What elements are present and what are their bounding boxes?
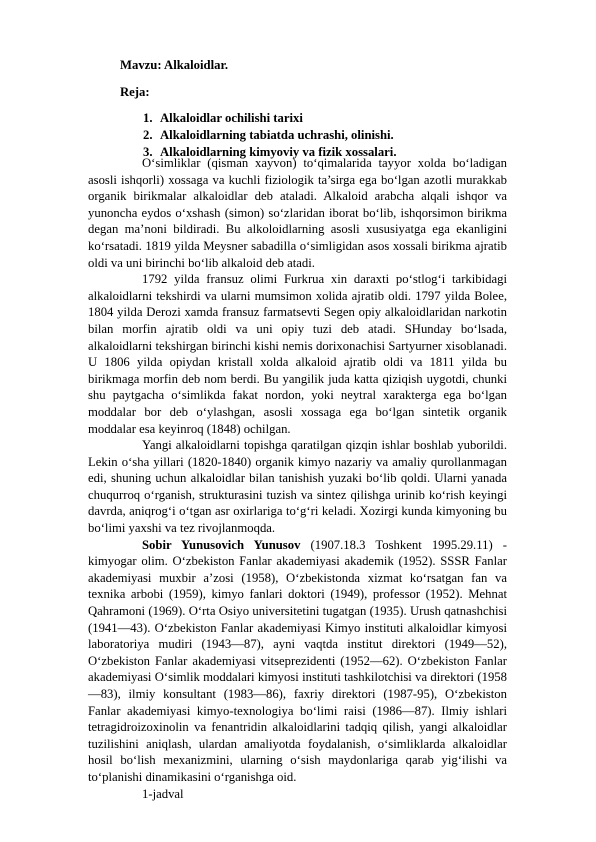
paragraph-definition: O‘simliklar (qisman xayvon) to‘qimalarida tayyor xolda bo‘ladigan asosli ishqorli) xossaga va kuchli fiziologik ta’sirga ega bo‘lgan azotli murakkab organik birikmalar alkaloidlar deb ataladi. Alkaloid arabcha alqali ishqor va yunoncha eydos o‘xshash (simon) so‘zlaridan iborat bo‘lib, ishqorsimon birikma degan ma’noni bildiradi. Bu alkoloidlarning asosli xususiyatga ega ekanligini ko‘rsatadi. 1819 yilda Meysner sabadilla o‘simligidan asos xossali birikma ajratib oldi va uni birinchi bo‘lib alkaloid deb atadi. — [88, 156, 507, 270]
paragraph-biography — [88, 537, 507, 786]
plan-item-number: 2. — [143, 128, 153, 142]
plan-item-number: 3. — [143, 145, 153, 159]
plan-heading: Reja: — [120, 85, 150, 99]
plan-item — [143, 110, 397, 127]
paragraph-research: Yangi alkaloidlarni topishga qaratilgan qizqin ishlar boshlab yuborildi. Lekin o‘sha yillari (1820-1840) organik kimyo nazariy va amaliy qurollanmagan edi, shuning uchun alkaloidlar bilan tanishish yuzaki bo‘lib qoldi. Ularni yanada chuqurroq o‘rganish, strukturasini tuzish va sintez qilishga urinib ko‘rish keyingi davrda, aniqrog‘i o‘tgan asr oxirlariga to‘g‘ri keladi. Xozirgi kunda kimyoning bu bo‘limi yaxshi va tez rivojlanmoqda. — [88, 438, 507, 536]
plan-item-text: Alkaloidlarning kimyoviy va fizik xossalari. — [160, 145, 397, 159]
plan-item-number: 1. — [143, 111, 153, 125]
paragraph-history: 1792 yilda fransuz olimi Furkrua xin daraxti po‘stlog‘i tarkibidagi alkaloidlarni tekshirdi va ularni mumsimon xolida ajratib oldi. 1797 yilda Bolee, 1804 yilda Derozi xamda fransuz farmatsevti Segen opiy alkaloidlaridan narkotin bilan morfin ajratib oldi va uni opiy tuzi deb atadi. SHunday bo‘lsada, alkaloidlarni tekshirgan birinchi kishi nemis dorixonachisi Sartyurner xisoblanadi. U 1806 yilda opiydan kristall xolda alkaloid ajratib oldi va 1811 yilda bu birikmaga morfin deb nom berdi. Bu yangilik juda katta qiziqish uygotdi, chunki shu paytgacha o‘simlikda fakat nordon, yoki neytral xarakterga ega bo‘lgan moddalar bor deb o‘ylashgan, asosli xossaga ega bo‘lgan sintetik organik moddalar esa keyinroq (1848) ochilgan. — [88, 272, 507, 436]
plan-item-text: Alkaloidlarning tabiatda uchrashi, olinishi. — [160, 128, 394, 142]
table-caption: 1-jadval — [142, 786, 184, 801]
biography-text: (1907.18.3 Toshkent 1995.29.11) - kimyogar olim. O‘zbekiston Fanlar akademiyasi akademik (1952). SSSR Fanlar akademiyasi muxbir a’zosi (1958), O‘zbekistonda xizmat ko‘rsatgan fan va texnika arbobi (1959), kimyo fanlari doktori (1949), professor (1952). Mehnat Qahramoni (1969). O‘rta Osiyo universitetini tugatgan (1935). Urush qatnashchisi (1941—43). O‘zbekiston Fanlar akademiyasi Kimyo instituti alkaloidlar kimyosi laboratoriya mudiri (1943—87), ayni vaqtda institut direktori (1949—52), O‘zbekiston Fanlar akademiyasi vitseprezidenti (1952—62). O‘zbekiston Fanlar akademiyasi O‘simlik moddalari kimyosi instituti tashkilotchisi va direktori (1958—83), ilmiy konsultant (1983—86), faxriy direktori (1987-95), O‘zbekiston Fanlar akademiyasi kimyo-texnologiya bo‘limi raisi (1986—87). Ilmiy ishlari tetragidroizoxinolin va fenantridin alkaloidlarini tadqiq qilish, yangi alkaloidlar tuzilishini aniqlash, ulardan amaliyotda foydalanish, o‘simliklarda alkaloidlar hosil bo‘lish mexanizmini, ularning o‘sish maydonlariga qarab yig‘ilishi va to‘planishi dinamikasini o‘rganishga oid. — [88, 537, 507, 784]
plan-list — [143, 110, 397, 161]
topic-heading: Mavzu: Alkaloidlar. — [120, 58, 229, 72]
document-body — [88, 155, 507, 802]
plan-item — [143, 127, 397, 144]
scientist-name: Sobir Yunusovich Yunusov — [142, 537, 301, 552]
plan-item-text: Alkaloidlar ochilishi tarixi — [160, 111, 303, 125]
